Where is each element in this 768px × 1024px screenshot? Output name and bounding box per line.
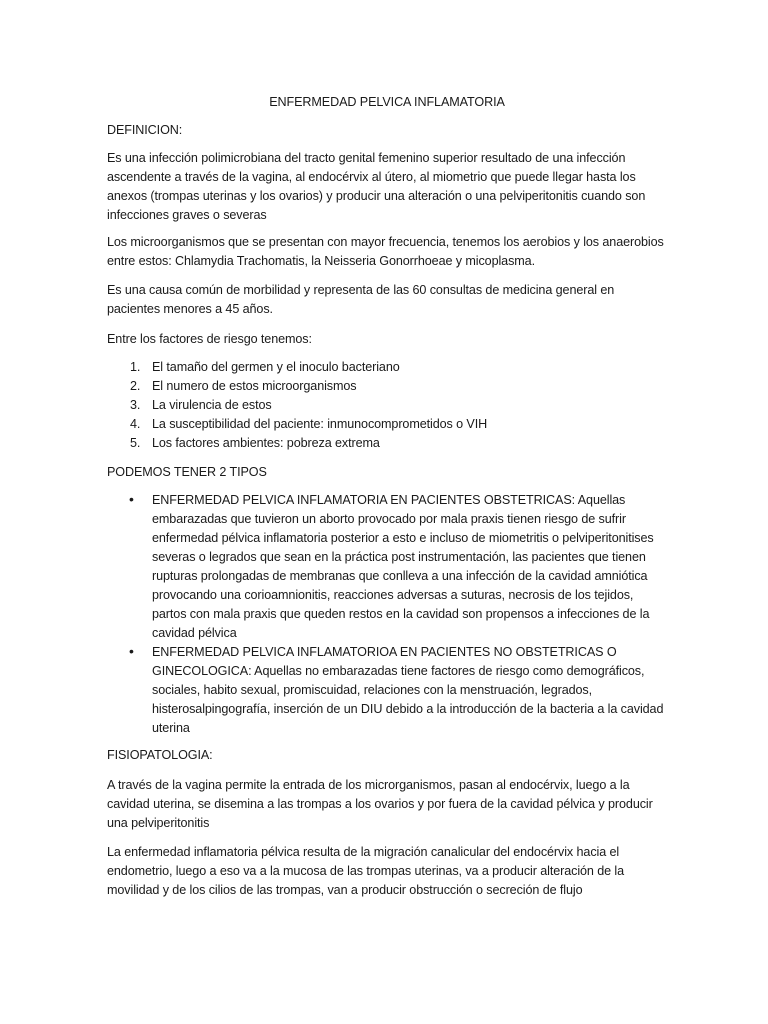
paragraph-fisiopatologia-2: La enfermedad inflamatoria pélvica resulta de la migración canalicular del endocérvix hacia el endometrio, luego a eso va a la mucosa de las trompas uterinas, va a producir alteración de la movilidad y de los cilios de las trompas, van a producir obstrucción o secreción de flujo <box>107 845 625 897</box>
definicion-heading: DEFINICION: <box>107 123 183 137</box>
paragraph-morbilidad: Es una causa común de morbilidad y representa de las 60 consultas de medicina general en pacientes menores a 45 años. <box>107 283 615 316</box>
list-item: 4. La susceptibilidad del paciente: inmunocomprometidos o VIH <box>130 417 488 431</box>
list-item: 1. El tamaño del germen y el inoculo bacteriano <box>130 360 400 374</box>
paragraph-microorganismos: Los microorganismos que se presentan con mayor frecuencia, tenemos los aerobios y los anaerobios entre estos: Chlamydia Trachomatis, la Neisseria Gonorrhoeae y micoplasma. <box>107 235 664 268</box>
bullet-icon: • <box>129 491 134 507</box>
document-title: ENFERMEDAD PELVICA INFLAMATORIA <box>269 95 505 109</box>
risk-factors-list <box>107 358 667 453</box>
list-item: • ENFERMEDAD PELVICA INFLAMATORIOA EN PACIENTES NO OBSTETRICAS O GINECOLOGICA: Aquellas no embarazadas tiene factores de riesgo como demográficos, sociales, habito sexual, promiscuidad, relaciones con la menstruación, legrados, histerosalpingografía, inserción de un DIU debido a la introducción de la bacteria a la cavidad uterina <box>129 643 664 735</box>
paragraph-fisiopatologia-1: A través de la vagina permite la entrada de los microrganismos, pasan al endocérvix, luego a la cavidad uterina, se disemina a las trompas a los ovarios y por fuera de la cavidad pélvica y producir una pelviperitonitis <box>107 778 653 830</box>
list-item: 2. El numero de estos microorganismos <box>130 379 357 393</box>
fisiopatologia-heading: FISIOPATOLOGIA: <box>107 748 213 762</box>
tipos-list <box>107 491 667 738</box>
list-item: 5. Los factores ambientes: pobreza extrema <box>130 436 380 450</box>
paragraph-definicion: Es una infección polimicrobiana del tracto genital femenino superior resultado de una infección ascendente a través de la vagina, al endocérvix al útero, al miometrio que puede llegar hasta los anexos (trompas uterinas y los ovarios) y producir una alteración o una pelviperitonitis cuando son infecciones graves o severas <box>107 151 646 222</box>
list-item: 3. La virulencia de estos <box>130 398 272 412</box>
bullet-icon: • <box>129 643 134 659</box>
tipos-heading: PODEMOS TENER 2 TIPOS <box>107 465 267 479</box>
paragraph-factores-intro: Entre los factores de riesgo tenemos: <box>107 332 312 346</box>
list-item: • ENFERMEDAD PELVICA INFLAMATORIA EN PACIENTES OBSTETRICAS: Aquellas embarazadas que tuvieron un aborto provocado por mala praxis tienen riesgo de sufrir enfermedad pélvica inflamatoria posterior a esto e incluso de miometritis o pelviperitonitises severas o legrados que sean en la práctica post instrumentación, las pacientes que tienen rupturas prolongadas de membranas que conlleva a una infección de la cavidad amniótica provocando una corioamnionitis, reacciones adversas a suturas, necrosis de los tejidos, partos con mala praxis que queden restos en la cavidad son propensos a infecciones de la cavidad pélvica <box>129 491 654 640</box>
